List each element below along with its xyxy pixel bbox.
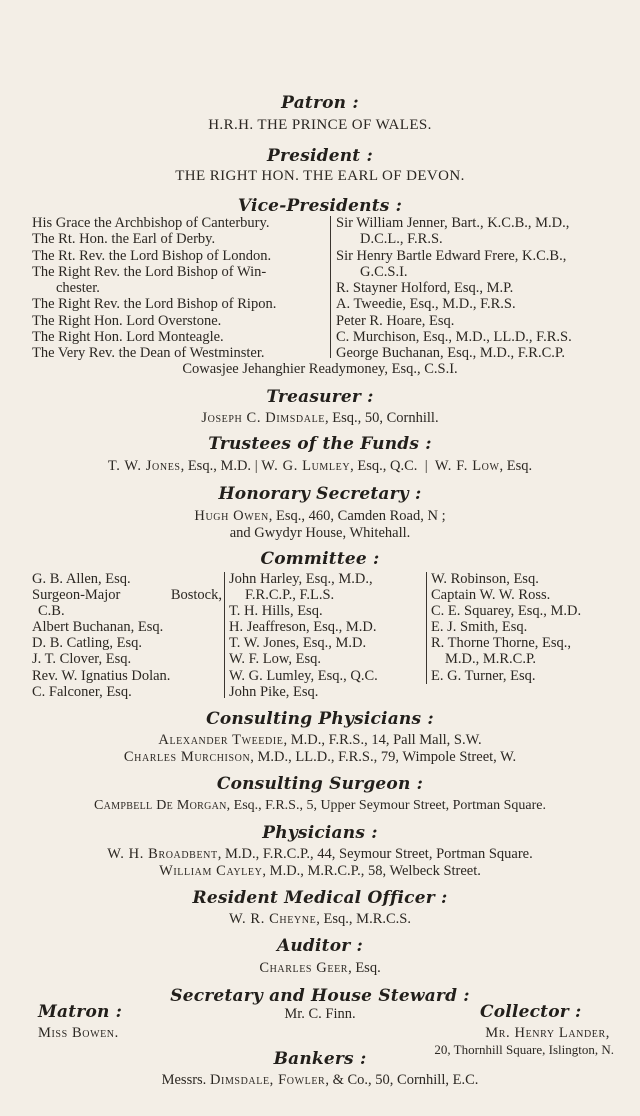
hon-secretary-name: Hugh Owen — [194, 508, 269, 524]
trustee-details: , Esq. — [499, 458, 533, 474]
secretary-steward-heading: Secretary and House Steward : — [170, 986, 470, 1006]
hon-secretary-line — [0, 508, 640, 525]
committee-member: John Harley, Esq., M.D., — [229, 571, 373, 587]
committee-member: D. B. Catling, Esq. — [32, 635, 142, 652]
treasurer-name: Joseph C. Dimsdale — [201, 410, 325, 426]
vice-president-entry: The Right Rev. the Lord Bishop of Win- — [32, 263, 267, 280]
collector-address: 20, Thornhill Square, Islington, N. — [434, 1042, 614, 1057]
physician-details: , M.D., F.R.C.P., 44, Seymour Street, Portman Square. — [217, 846, 533, 862]
committee-member-continued: C.B. — [38, 603, 65, 620]
vice-presidents-right-column — [336, 215, 636, 362]
physician-name: W. H. Broadbent — [107, 846, 218, 862]
committee-member: H. Jeaffreson, Esq., M.D. — [229, 619, 377, 636]
committee-member: T. H. Hills, Esq. — [229, 603, 323, 620]
vice-presidents-footer: Cowasjee Jehanghier Readymoney, Esq., C.S.I. — [182, 361, 458, 377]
committee-member: Captain W. W. Ross. — [431, 587, 551, 604]
matron-heading: Matron : — [38, 1002, 123, 1022]
auditor-name: Charles Geer — [259, 960, 349, 976]
consulting-physicians-heading: Consulting Physicians : — [206, 709, 434, 729]
bankers-heading: Bankers : — [273, 1049, 367, 1069]
consulting-surgeon-name: Campbell De Morgan — [94, 798, 227, 813]
vice-president-entry: A. Tweedie, Esq., M.D., F.R.S. — [336, 296, 516, 313]
president-heading: President : — [267, 146, 373, 166]
vice-president-entry: R. Stayner Holford, Esq., M.P. — [336, 280, 514, 297]
consulting-physician-name: Charles Murchison — [123, 749, 251, 765]
resident-medical-officer-heading: Resident Medical Officer : — [192, 888, 448, 908]
vice-president-entry: Sir William Jenner, Bart., K.C.B., M.D., — [336, 215, 570, 231]
trustees-line — [0, 458, 640, 475]
auditor-line — [0, 960, 640, 977]
bankers-prefix: Messrs. — [161, 1072, 210, 1088]
vice-president-entry: The Rt. Rev. the Lord Bishop of London. — [32, 247, 272, 264]
committee-member: T. W. Jones, Esq., M.D. — [229, 635, 367, 652]
column-divider — [224, 572, 225, 698]
consulting-physician-details: , M.D., LL.D., F.R.S., 79, Wimpole Street, W. — [250, 749, 517, 765]
vice-president-entry: The Right Rev. the Lord Bishop of Ripon. — [32, 296, 277, 313]
committee-member: Albert Buchanan, Esq. — [32, 619, 164, 636]
patron-name: H.R.H. THE PRINCE OF WALES. — [208, 117, 432, 133]
consulting-physician-details: , M.D., F.R.S., 14, Pall Mall, S.W. — [283, 732, 482, 748]
trustee-details: , Esq., Q.C. — [350, 458, 418, 474]
committee-member: R. Thorne Thorne, Esq., — [431, 635, 572, 652]
committee-column-2 — [229, 571, 425, 700]
collector-name — [485, 1025, 610, 1042]
vice-president-entry: The Very Rev. the Dean of Westminster. — [32, 345, 265, 362]
consulting-physician-name: Alexander Tweedie — [158, 732, 284, 748]
trustee-details: , Esq., M.D. — [180, 458, 252, 474]
physician-line — [0, 863, 640, 880]
physicians-heading: Physicians : — [262, 823, 378, 843]
resident-medical-officer-details: , Esq., M.R.C.S. — [316, 911, 411, 927]
trustees-heading: Trustees of the Funds : — [208, 434, 432, 454]
vice-president-entry-continued: chester. — [56, 280, 100, 297]
trustee-separator: | — [424, 458, 428, 474]
consulting-surgeon-details: , Esq., F.R.S., 5, Upper Seymour Street, Portman Square. — [226, 798, 546, 813]
secretary-steward-name: Mr. C. Finn. — [284, 1006, 356, 1022]
committee-member-continued: M.D., M.R.C.P. — [445, 651, 537, 668]
committee-member: John Pike, Esq. — [229, 683, 319, 700]
hon-secretary-heading: Honorary Secretary : — [218, 484, 422, 504]
treasurer-heading: Treasurer : — [266, 387, 374, 407]
consulting-surgeon-heading: Consulting Surgeon : — [216, 774, 424, 794]
committee-member — [32, 587, 222, 603]
physician-line — [0, 846, 640, 863]
vice-president-entry: Sir Henry Bartle Edward Frere, K.C.B., — [336, 247, 567, 264]
column-divider — [426, 572, 427, 684]
president-name: THE RIGHT HON. THE EARL OF DEVON. — [175, 168, 465, 184]
treasurer-line — [0, 410, 640, 427]
trustee-name: T. W. Jones — [107, 458, 181, 474]
auditor-details: , Esq. — [348, 960, 381, 976]
bankers-name: Dimsdale, Fowler — [209, 1072, 326, 1088]
vice-president-entry: George Buchanan, Esq., M.D., F.R.C.P. — [336, 345, 565, 362]
vice-presidents-heading: Vice-Presidents : — [237, 196, 403, 216]
committee-member: W. G. Lumley, Esq., Q.C. — [229, 667, 378, 684]
committee-member: C. E. Squarey, Esq., M.D. — [431, 603, 582, 620]
committee-column-3 — [431, 571, 627, 684]
committee-column-1 — [32, 571, 222, 700]
column-divider — [330, 216, 331, 358]
vice-president-entry: His Grace the Archbishop of Canterbury. — [32, 215, 270, 231]
auditor-heading: Auditor : — [276, 936, 364, 956]
treasurer-details: , Esq., 50, Cornhill. — [325, 410, 439, 426]
resident-medical-officer-name: W. R. Cheyne — [229, 911, 317, 927]
committee-heading: Committee : — [260, 549, 380, 569]
physician-details: , M.D., M.R.C.P., 58, Welbeck Street. — [262, 863, 481, 879]
committee-member: W. Robinson, Esq. — [431, 571, 539, 587]
committee-member: C. Falconer, Esq. — [32, 683, 132, 700]
trustee-separator: | — [254, 458, 258, 474]
committee-member: E. J. Smith, Esq. — [431, 619, 528, 636]
committee-member: E. G. Turner, Esq. — [431, 667, 536, 684]
hon-secretary-address-line2: and Gwydyr House, Whitehall. — [229, 525, 411, 541]
consulting-physician-line — [0, 749, 640, 766]
vice-president-entry: The Rt. Hon. the Earl of Derby. — [32, 231, 216, 248]
bankers-line — [0, 1072, 640, 1089]
collector-name-text: Mr. Henry Lander, — [485, 1025, 610, 1041]
collector-heading: Collector : — [480, 1002, 582, 1022]
hon-secretary-address: , Esq., 460, Camden Road, N ; — [268, 508, 446, 524]
committee-member-part: Surgeon-Major — [32, 587, 121, 604]
committee-member: Rev. W. Ignatius Dolan. — [32, 667, 171, 684]
committee-member: W. F. Low, Esq. — [229, 651, 322, 668]
vice-president-entry: The Right Hon. Lord Monteagle. — [32, 329, 224, 346]
matron-name: Miss Bowen. — [38, 1025, 119, 1041]
bankers-details: , & Co., 50, Cornhill, E.C. — [325, 1072, 479, 1088]
committee-member-continued: F.R.C.P., F.L.S. — [245, 587, 335, 604]
vice-president-entry: The Right Hon. Lord Overstone. — [32, 312, 222, 329]
resident-medical-officer-line — [0, 911, 640, 928]
physician-name: William Cayley — [159, 863, 263, 879]
trustee-name: W. G. Lumley — [261, 458, 351, 474]
trustee-name: W. F. Low — [434, 458, 500, 474]
vice-president-entry: Peter R. Hoare, Esq. — [336, 312, 455, 329]
vice-president-entry-continued: G.C.S.I. — [360, 263, 408, 280]
patron-heading: Patron : — [281, 93, 359, 113]
committee-member-part: Bostock, — [170, 587, 222, 604]
committee-member: J. T. Clover, Esq. — [32, 651, 132, 668]
committee-member: G. B. Allen, Esq. — [32, 571, 131, 587]
vice-president-entry: C. Murchison, Esq., M.D., LL.D., F.R.S. — [336, 329, 572, 346]
vice-president-entry-continued: D.C.L., F.R.S. — [360, 231, 443, 248]
consulting-physician-line — [0, 732, 640, 749]
vice-presidents-left-column — [32, 215, 330, 362]
consulting-surgeon-line — [0, 797, 640, 814]
